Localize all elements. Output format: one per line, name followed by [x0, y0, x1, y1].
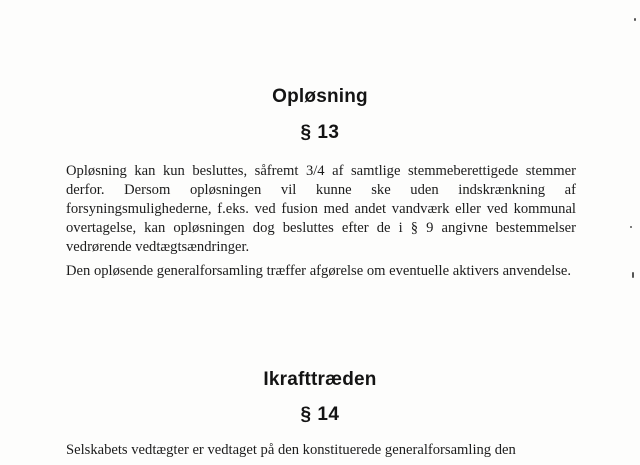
scan-speck [632, 272, 634, 278]
paragraph-mark-14: § 14 [300, 404, 340, 425]
section-14-body [66, 441, 576, 460]
paragraph-mark-13: § 13 [300, 122, 340, 143]
section-title-oploesning: Opløsning [272, 86, 368, 107]
section-title-ikrafttraeden: Ikrafttræden [263, 369, 377, 390]
section-13-body [66, 162, 576, 281]
paragraph-14-1: Selskabets vedtægter er vedtaget på den konstituerede generalforsamling den [66, 442, 516, 458]
paragraph-13-2: Den opløsende generalforsamling træffer afgørelse om eventuelle aktivers anvendelse. [66, 263, 572, 279]
scan-speck [630, 226, 632, 228]
scan-speck [634, 18, 636, 21]
paragraph-13-1: Opløsning kan kun besluttes, såfremt 3/4 af samtlige stemmeberettigede stemmer derfor. Dersom opløsningen vil kunne ske uden indskrænkning af forsyningsmulighederne, f.eks. ved fusion med andet vandværk eller ved kommunal overtagelse, kan opløsningen dog besluttes efter de i § 9 angivne bestemmelser vedrørende vedtægtsændringer. [66, 163, 576, 255]
